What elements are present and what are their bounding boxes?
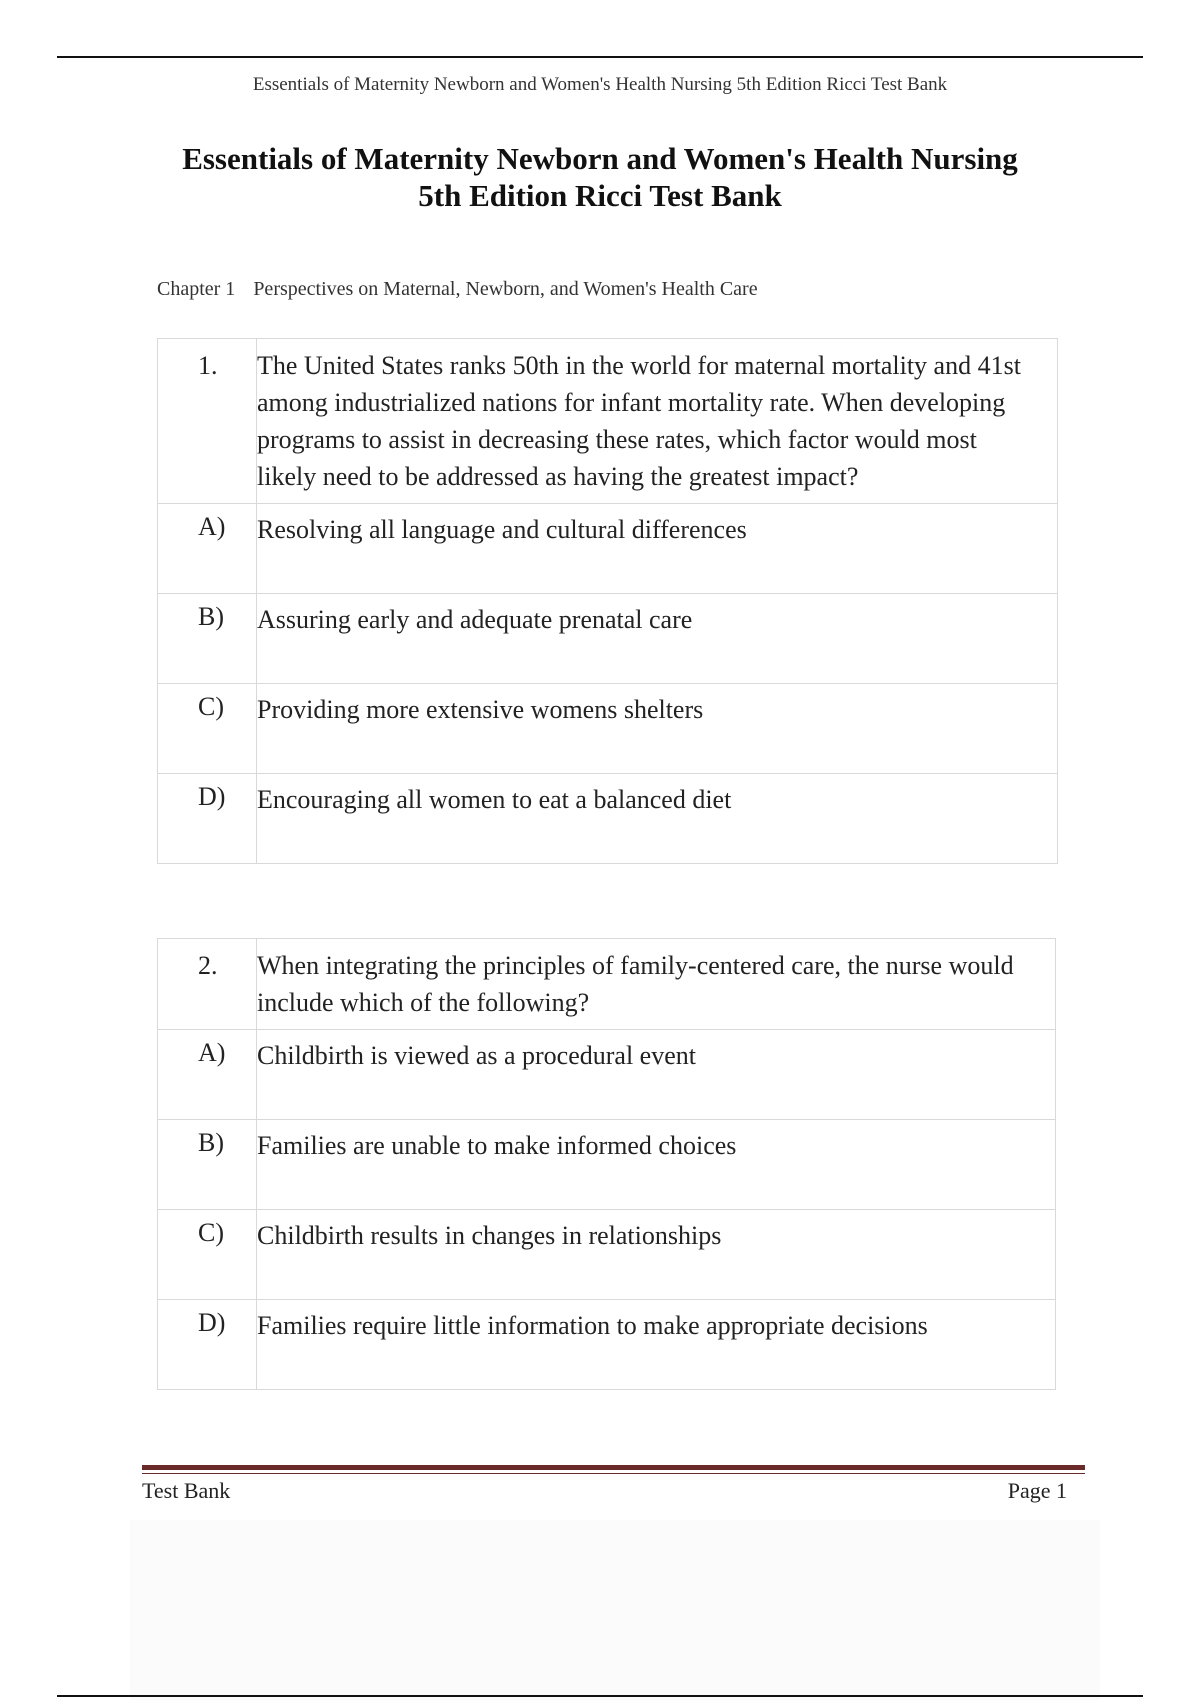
answer-option-row [158, 1300, 1056, 1390]
question-stem: The United States ranks 50th in the world for maternal mortality and 41st among industrialized nations for infant mortality rate. When developing programs to assist in decreasing these rates, which factor would most likely need to be addressed as having the greatest impact? [257, 339, 1058, 504]
chapter-name: Perspectives on Maternal, Newborn, and Women's Health Care [253, 278, 758, 300]
question-2-table [157, 938, 1056, 1390]
page-number: Page 1 [1007, 1478, 1067, 1503]
bottom-rule [57, 1695, 1143, 1697]
question-stem-row [158, 939, 1056, 1030]
top-rule [57, 56, 1143, 58]
option-text: Encouraging all women to eat a balanced diet [257, 774, 1058, 864]
question-number: 2. [198, 951, 218, 980]
question-stem-row [158, 339, 1058, 504]
answer-option-row [158, 774, 1058, 864]
page-bottom-area [130, 1520, 1100, 1700]
question-stem: When integrating the principles of family-centered care, the nurse would include which of the following? [257, 939, 1056, 1030]
title-line-2: 5th Edition Ricci Test Bank [418, 178, 782, 213]
footer-label: Test Bank [142, 1478, 231, 1503]
option-letter: A) [198, 512, 226, 541]
option-letter: B) [198, 602, 224, 631]
question-number: 1. [198, 351, 218, 380]
option-text: Families are unable to make informed choices [257, 1120, 1056, 1210]
option-text: Childbirth is viewed as a procedural event [257, 1030, 1056, 1120]
answer-option-row [158, 594, 1058, 684]
option-letter: C) [198, 692, 224, 721]
title-line-1: Essentials of Maternity Newborn and Women's Health Nursing [182, 141, 1018, 176]
option-letter: D) [198, 1308, 226, 1337]
footer-rule [142, 1465, 1085, 1474]
option-letter: A) [198, 1038, 226, 1067]
option-text: Assuring early and adequate prenatal care [257, 594, 1058, 684]
option-text: Families require little information to make appropriate decisions [257, 1300, 1056, 1390]
answer-option-row [158, 1210, 1056, 1300]
running-header: Essentials of Maternity Newborn and Women's Health Nursing 5th Edition Ricci Test Bank [252, 74, 948, 95]
option-text: Providing more extensive womens shelters [257, 684, 1058, 774]
option-text: Childbirth results in changes in relationships [257, 1210, 1056, 1300]
answer-option-row [158, 1030, 1056, 1120]
option-letter: D) [198, 782, 226, 811]
chapter-label: Chapter 1 [157, 278, 236, 300]
answer-option-row [158, 504, 1058, 594]
question-1-table [157, 338, 1058, 864]
page-title [120, 140, 1080, 214]
option-letter: C) [198, 1218, 224, 1247]
option-letter: B) [198, 1128, 224, 1157]
answer-option-row [158, 1120, 1056, 1210]
answer-option-row [158, 684, 1058, 774]
option-text: Resolving all language and cultural differences [257, 504, 1058, 594]
chapter-heading [157, 278, 758, 301]
